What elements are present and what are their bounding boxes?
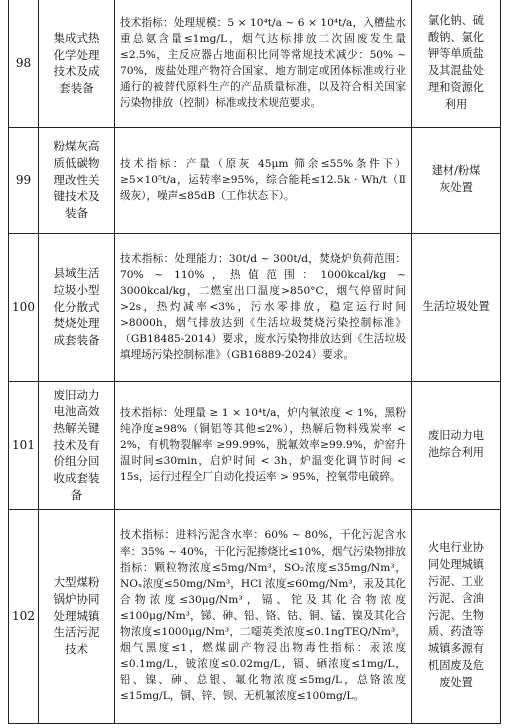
- table-row: [9, 233, 501, 381]
- technology-name: 粉煤灰高 质低碳物 理改性关 键技术及 装备: [39, 127, 115, 233]
- technology-name: 县域生活 垃圾小型 化分散式 焚烧处理 成套装备: [39, 233, 115, 381]
- technical-indicators: 技术指标：处理量 ≥ 1 × 10⁴t/a，炉内氧浓度 < 1%，黑粉纯净度≥98%（铜铝等其他≤2%），热解后物料残炭率 < 2%，有机物裂解率 ≥99.99%，脱氟效率≥99.9%，炉窑升温时间≤30min，启炉时间 < 3h，炉温变化调节时间 < 15s，运行过程全厂自动化投运率 > 95%，控氧带电破碎。: [115, 381, 412, 509]
- technical-indicators: 技术指标：进料污泥含水率：60% ~ 80%，干化污泥含水率：35% ~ 40%，干化污泥掺烧比≤10%，烟气污染物排放指标：颗粒物浓度≤5mg/Nm³，SO₂浓度≤35mg/Nm³，NOₓ浓度≤50mg/Nm³，HCl 浓度≤60mg/Nm³，汞及其化合物浓度≤30μg/Nm³，镉、铊及其化合物浓度≤100μg/Nm³，锑、砷、铅、铬、钴、铜、锰、镍及其化合物浓度≤1000μg/Nm³，二噁英类浓度≤0.1ngTEQ/Nm³，烟气黑度≤1，燃煤副产物浸出物毒性指标：汞浓度≤0.1mg/L，铍浓度≤0.02mg/L，镉、硒浓度≤1mg/L，铅、镍、砷、总银、氟化物浓度≤5mg/L，总铬浓度≤15mg/L，铜、锌、钡、无机氟浓度≤100mg/L。: [115, 509, 412, 723]
- technology-name: 废旧动力 电池高效 热解关键 技术及有 价组分回 收成套装 备: [39, 381, 115, 509]
- application-scope: 废旧动力电 池综合利用: [412, 381, 501, 509]
- catalog-page: [8, 0, 500, 724]
- table-row: [9, 0, 501, 127]
- application-scope: 建材/粉煤 灰处置: [412, 127, 501, 233]
- application-scope: 生活垃圾处置: [412, 233, 501, 381]
- application-scope: 氯化钠、硫 酸钠、氯化 钾等单质盐 及其混盐处 理和资源化 利用: [412, 0, 501, 127]
- technology-table: [8, 0, 501, 724]
- row-number: 99: [9, 127, 39, 233]
- row-number: 101: [9, 381, 39, 509]
- row-number: 100: [9, 233, 39, 381]
- row-number: 102: [9, 509, 39, 723]
- table-row: [9, 127, 501, 233]
- technology-name: 大型煤粉 锅炉协同 处理城镇 生活污泥 技术: [39, 509, 115, 723]
- table-row: [9, 381, 501, 509]
- application-scope: 火电行业协 同处理城镇 污泥、工业 污泥、含油 污泥、生物 质、药渣等 城镇多源有 机固废及危 废处置: [412, 509, 501, 723]
- technical-indicators: 技术指标：处理能力：30t/d ~ 300t/d，焚烧炉负荷范围：70% ~ 110%，热值范围：1000kcal/kg ~ 3000kcal/kg，二燃室出口温度>850°C，烟气停留时间>2s，热灼减率<3%，污水零排放，稳定运行时间>8000h，烟气排放达到《生活垃圾焚烧污染控制标准》（GB18485-2014）要求，废水污染物排放达到《生活垃圾填埋场污染控制标准》（GB16889-2024）要求。: [115, 233, 412, 381]
- technical-indicators: 技术指标：处理规模：5 × 10⁴t/a ~ 6 × 10⁴t/a，入槽盐水重总氨含量≤1mg/L，烟气达标排放二次固废发生量≤2.5%，主反应器占地面积比同等常规技术减少：50% ~ 70%，废盐处理产物符合国家、地方制定或团体标准或行业通行的被替代原料生产的产品质量标准，以及符合相关国家污染物排放（控制）标准或技术规范要求。: [115, 0, 412, 127]
- table-row: [9, 509, 501, 723]
- technology-name: 集成式热 化学处理 技术及成 套装备: [39, 0, 115, 127]
- row-number: 98: [9, 0, 39, 127]
- technical-indicators: 技术指标：产量（原灰 45μm 筛余≤55%条件下）≥5×10⁵t/a，运转率≥95%，综合能耗≤12.5k · Wh/t（Ⅱ级灰），噪声≤85dB（工作状态下）。: [115, 127, 412, 233]
